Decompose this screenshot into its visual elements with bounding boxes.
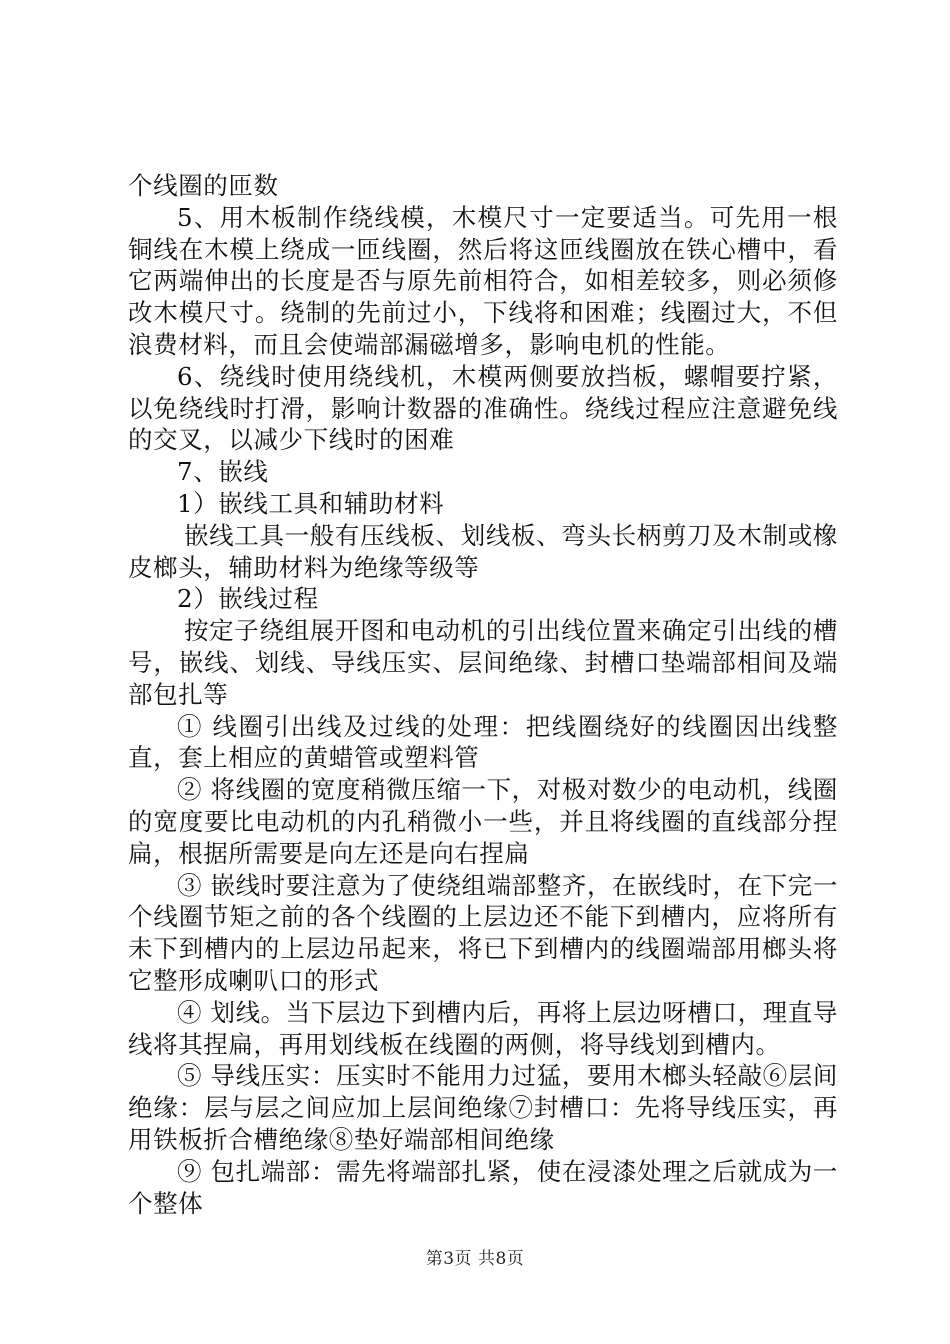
heading-step-7: 7、嵌线: [177, 457, 269, 487]
paragraph-step-6: 6、绕线时使用绕线机，木模两侧要放挡板，螺帽要拧紧，以免绕线时打滑，影响计数器的准确性。绕线过程应注意避免线的交叉，以减少下线时的困难: [128, 361, 838, 455]
paragraph-item-9: ⑨ 包扎端部：需先将端部扎紧，使在浸漆处理之后就成为一个整体: [128, 1156, 838, 1218]
paragraph-step-5: 5、用木板制作绕线模，木模尺寸一定要适当。可先用一根铜线在木模上绕成一匝线圈，然后将这匝线圈放在铁心槽中，看它两端伸出的长度是否与原先前相符合，如相差较多，则必须修改木模尺寸。绕制的先前过小，下线将和困难；线圈过大，不但浪费材料，而且会使端部漏磁增多，影响电机的性能。: [128, 202, 838, 359]
paragraph-tools: 嵌线工具一般有压线板、划线板、弯头长柄剪刀及木制或橡皮榔头，辅助材料为绝缘等级等: [128, 520, 838, 582]
subheading-tools: 1）嵌线工具和辅助材料: [177, 488, 445, 518]
paragraph-continuation: 个线圈的匝数: [128, 171, 279, 200]
paragraph-item-5-8: ⑤ 导线压实：压实时不能用力过猛，要用木榔头轻敲⑥层间绝缘：层与层之间应加上层间绝缘⑦封槽口：先将导线压实，再用铁板折合槽绝缘⑧垫好端部相间绝缘: [128, 1061, 838, 1154]
paragraph-item-4: ④ 划线。当下层边下到槽内后，再将上层边呀槽口，理直导线将其捏扁，再用划线板在线圈的两侧，将导线划到槽内。: [128, 997, 838, 1059]
paragraph-item-2: ② 将线圈的宽度稍微压缩一下，对极对数少的电动机，线圈的宽度要比电动机的内孔稍微小一些，并且将线圈的直线部分捏扁，根据所需要是向左还是向右捏扁: [128, 775, 838, 868]
subheading-process: 2）嵌线过程: [177, 584, 319, 614]
paragraph-process: 按定子绕组展开图和电动机的引出线位置来确定引出线的槽号，嵌线、划线、导线压实、层间绝缘、封槽口垫端部相间及端部包扎等: [128, 616, 838, 709]
document-body: [128, 170, 838, 1219]
page-number-footer: 第3页 共8页: [425, 1249, 525, 1269]
paragraph-item-3: ③ 嵌线时要注意为了使绕组端部整齐，在嵌线时，在下完一个线圈节矩之前的各个线圈的上层边还不能下到槽内，应将所有未下到槽内的上层边吊起来，将已下到槽内的线圈端部用榔头将它整形成喇叭口的形式: [128, 870, 838, 995]
paragraph-item-1: ① 线圈引出线及过线的处理：把线圈绕好的线圈因出线整直，套上相应的黄蜡管或塑料管: [128, 711, 838, 773]
